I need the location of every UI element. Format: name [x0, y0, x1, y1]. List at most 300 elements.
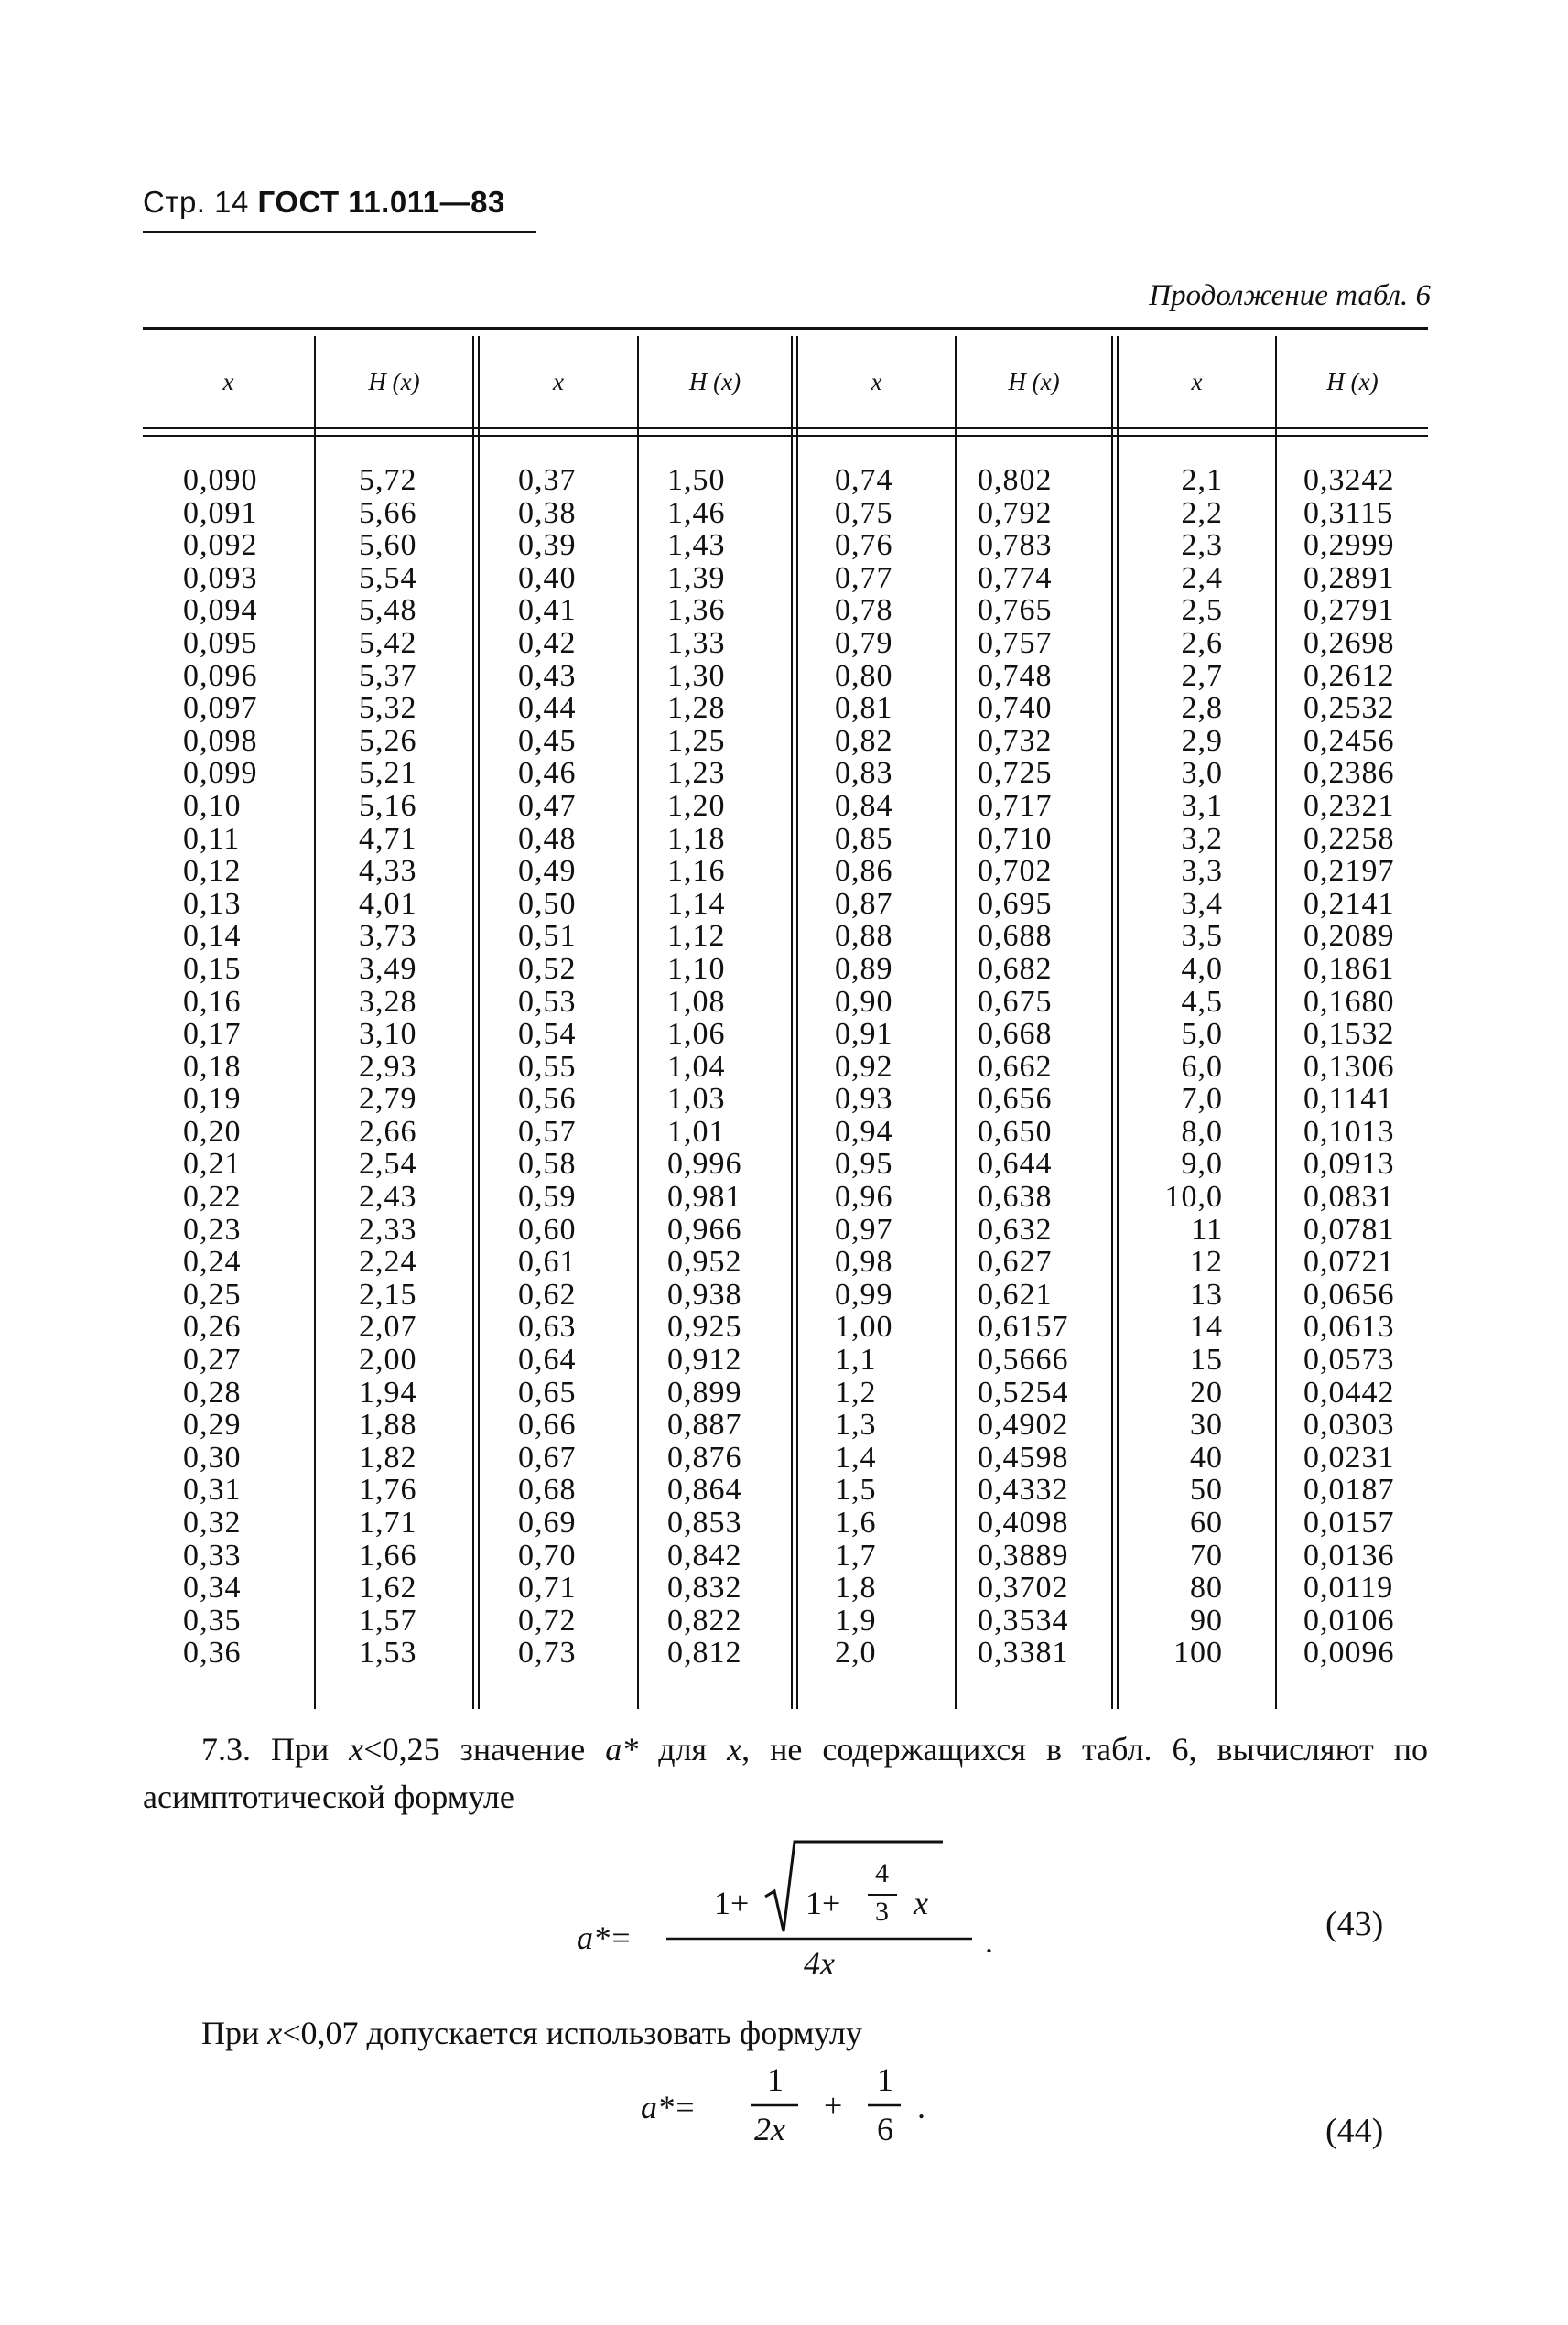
table-cell: 0,2612: [1303, 658, 1395, 693]
table-cell: 5,0: [1181, 1017, 1223, 1052]
table-cell: 0,26: [183, 1310, 242, 1345]
column-divider: [1275, 336, 1277, 1709]
table-cell: 0,87: [835, 886, 893, 921]
table-cell: 2,33: [359, 1212, 417, 1247]
table-cell: 1,14: [667, 886, 726, 921]
table-cell: 1,2: [835, 1375, 877, 1410]
table-cell: 0,63: [518, 1310, 577, 1345]
table-cell: 0,89: [835, 951, 893, 986]
table-cell: 0,56: [518, 1082, 577, 1117]
table-cell: 0,71: [518, 1571, 577, 1606]
formula-44-num2: 1: [877, 2061, 893, 2098]
header-x-3: x: [871, 368, 882, 395]
table-cell: 0,093: [183, 560, 258, 595]
table-cell: 0,656: [978, 1082, 1053, 1117]
table-cell: 1,50: [667, 463, 726, 497]
table-cell: 0,35: [183, 1603, 242, 1638]
header-rule: [143, 231, 536, 233]
table-cell: 2,07: [359, 1310, 417, 1345]
formula-44: [641, 2055, 952, 2156]
table-cell: 0,70: [518, 1538, 577, 1573]
table-cell: 0,6157: [978, 1310, 1069, 1345]
header-rule-lower: [143, 435, 1428, 437]
table-cell: 3,0: [1181, 756, 1223, 791]
table-cell: 0,0573: [1303, 1343, 1395, 1378]
table-cell: 0,688: [978, 919, 1053, 954]
table-cell: 0,61: [518, 1245, 577, 1280]
table-cell: 1,03: [667, 1082, 726, 1117]
formula-43-frac-den: 3: [875, 1897, 889, 1927]
formula-43-inner-one-plus: 1+: [806, 1885, 841, 1921]
col-hx-4: [1303, 464, 1395, 1670]
table-cell: 0,996: [667, 1147, 742, 1182]
table-cell: 0,48: [518, 821, 577, 856]
table-cell: 2,2: [1181, 495, 1223, 530]
table-cell: 0,0157: [1303, 1506, 1395, 1540]
table-cell: 1,82: [359, 1440, 417, 1475]
table-cell: 0,99: [835, 1277, 893, 1312]
table-cell: 0,4598: [978, 1440, 1069, 1475]
text-run: для: [638, 1731, 728, 1768]
table-cell: 0,621: [978, 1277, 1053, 1312]
table-cell: 0,2532: [1303, 691, 1395, 726]
table-cell: 4,01: [359, 886, 417, 921]
table-cell: 90: [1190, 1603, 1223, 1638]
table-cell: 0,50: [518, 886, 577, 921]
table-cell: 0,86: [835, 854, 893, 889]
table-cell: 0,11: [183, 821, 241, 856]
table-cell: 0,84: [835, 788, 893, 823]
table-cell: 0,76: [835, 528, 893, 563]
table-cell: 3,1: [1181, 788, 1223, 823]
table-cell: 0,717: [978, 788, 1053, 823]
table-cell: 0,40: [518, 560, 577, 595]
page-number: Стр. 14: [143, 185, 249, 219]
table-cell: 0,94: [835, 1114, 893, 1149]
table-cell: 13: [1190, 1277, 1223, 1312]
table-cell: 1,88: [359, 1408, 417, 1443]
table-cell: 2,6: [1181, 625, 1223, 660]
table-cell: 0,77: [835, 560, 893, 595]
equation-number-44: (44): [1325, 2112, 1384, 2150]
table-cell: 0,98: [835, 1245, 893, 1280]
table-cell: 0,2791: [1303, 593, 1395, 628]
table-cell: 0,33: [183, 1538, 242, 1573]
column-divider-double: [1111, 336, 1113, 1709]
table-cell: 0,668: [978, 1017, 1053, 1052]
table-cell: 0,13: [183, 886, 242, 921]
table-cell: 0,3534: [978, 1603, 1069, 1638]
table-cell: 0,30: [183, 1440, 242, 1475]
table-cell: 1,71: [359, 1506, 417, 1540]
formula-44-period: .: [917, 2089, 925, 2125]
table-cell: 0,702: [978, 854, 1053, 889]
table-cell: 0,68: [518, 1473, 577, 1508]
table-continuation-caption: Продолжение табл. 6: [1149, 279, 1431, 312]
table-cell: 0,5254: [978, 1375, 1069, 1410]
formula-43-one-plus: 1+: [714, 1885, 750, 1921]
table-cell: 0,853: [667, 1506, 742, 1540]
table-cell: 0,46: [518, 756, 577, 791]
table-cell: 1,43: [667, 528, 726, 563]
table-cell: 2,1: [1181, 463, 1223, 497]
table-cell: 0,092: [183, 528, 258, 563]
formula-43: [577, 1831, 1007, 1995]
table-cell: 0,792: [978, 495, 1053, 530]
table-cell: 3,2: [1181, 821, 1223, 856]
table-cell: 5,42: [359, 625, 417, 660]
table-cell: 4,0: [1181, 951, 1223, 986]
table-cell: 2,66: [359, 1114, 417, 1149]
table-cell: 0,710: [978, 821, 1053, 856]
table-cell: 0,5666: [978, 1343, 1069, 1378]
text-run: <0,07 допускается использовать формулу: [282, 2015, 862, 2051]
table-cell: 1,3: [835, 1408, 877, 1443]
table-cell: 0,2258: [1303, 821, 1395, 856]
header-x-4: x: [1191, 368, 1203, 395]
table-cell: 0,74: [835, 463, 893, 497]
table-cell: 0,091: [183, 495, 258, 530]
formula-44-num1: 1: [767, 2061, 784, 2098]
table-cell: 0,650: [978, 1114, 1053, 1149]
text-run: 7.3. При: [201, 1731, 350, 1768]
header-hx-1: H (x): [368, 368, 420, 395]
table-cell: 0,765: [978, 593, 1053, 628]
col-hx-1: [359, 464, 417, 1670]
table-cell: 0,4902: [978, 1408, 1069, 1443]
paragraph-7-3: [143, 1725, 1428, 1821]
table-cell: 0,0231: [1303, 1440, 1395, 1475]
table-cell: 0,0119: [1303, 1571, 1394, 1606]
table-cell: 1,01: [667, 1114, 726, 1149]
table-cell: 9,0: [1181, 1147, 1223, 1182]
table-cell: 0,675: [978, 984, 1053, 1019]
equation-number-43: (43): [1325, 1905, 1384, 1943]
table-cell: 15: [1190, 1343, 1223, 1378]
table-cell: 0,0613: [1303, 1310, 1395, 1345]
table-cell: 5,60: [359, 528, 417, 563]
table-cell: 1,6: [835, 1506, 877, 1540]
table-cell: 0,1532: [1303, 1017, 1395, 1052]
formula-43-inner-x: x: [914, 1885, 928, 1921]
table-cell: 0,1306: [1303, 1049, 1395, 1084]
table-cell: 2,24: [359, 1245, 417, 1280]
table-cell: 0,0656: [1303, 1277, 1395, 1312]
table-cell: 0,802: [978, 463, 1053, 497]
formula-43-denominator: 4x: [804, 1945, 835, 1982]
table-cell: 7,0: [1181, 1082, 1223, 1117]
table-cell: 12: [1190, 1245, 1223, 1280]
table-cell: 0,34: [183, 1571, 242, 1606]
table-cell: 3,49: [359, 951, 417, 986]
table-cell: 0,16: [183, 984, 242, 1019]
table-cell: 0,757: [978, 625, 1053, 660]
table-cell: 1,16: [667, 854, 726, 889]
table-cell: 0,80: [835, 658, 893, 693]
table-cell: 5,72: [359, 463, 417, 497]
var-x: x: [349, 1731, 364, 1768]
table-cell: 0,3702: [978, 1571, 1069, 1606]
text-run: , не содержащихся в табл. 6, вычисляют по асимптотической формуле: [143, 1731, 1429, 1815]
table-cell: 2,9: [1181, 723, 1223, 758]
text-run: При: [201, 2015, 268, 2051]
table-cell: 0,14: [183, 919, 242, 954]
paragraph-small-x: [201, 2009, 1487, 2057]
table-cell: 0,66: [518, 1408, 577, 1443]
table-cell: 0,812: [667, 1636, 742, 1671]
table-cell: 0,31: [183, 1473, 242, 1508]
table-cell: 0,3242: [1303, 463, 1395, 497]
table-cell: 0,28: [183, 1375, 242, 1410]
table-cell: 0,098: [183, 723, 258, 758]
table-cell: 11: [1191, 1212, 1223, 1247]
table-cell: 0,25: [183, 1277, 242, 1312]
table-cell: 0,822: [667, 1603, 742, 1638]
table-cell: 2,43: [359, 1180, 417, 1215]
table-cell: 0,15: [183, 951, 242, 986]
table-cell: 3,5: [1181, 919, 1223, 954]
table-cell: 0,92: [835, 1049, 893, 1084]
table-cell: 2,3: [1181, 528, 1223, 563]
table-cell: 0,32: [183, 1506, 242, 1540]
text-run: <0,25 значение: [363, 1731, 606, 1768]
column-divider: [955, 336, 957, 1709]
table-cell: 3,10: [359, 1017, 417, 1052]
table-cell: 0,4332: [978, 1473, 1069, 1508]
table-cell: 0,925: [667, 1310, 742, 1345]
table-cell: 0,2386: [1303, 756, 1395, 791]
table-cell: 4,5: [1181, 984, 1223, 1019]
table-cell: 0,0187: [1303, 1473, 1395, 1508]
table-cell: 0,0136: [1303, 1538, 1395, 1573]
table-cell: 0,725: [978, 756, 1053, 791]
values-table: [143, 327, 1428, 1709]
table-cell: 0,67: [518, 1440, 577, 1475]
table-cell: 3,73: [359, 919, 417, 954]
column-divider-double: [791, 336, 793, 1709]
table-cell: 0,0303: [1303, 1408, 1395, 1443]
table-cell: 0,83: [835, 756, 893, 791]
column-divider-double: [472, 336, 474, 1709]
page-header: [143, 185, 505, 220]
table-cell: 0,097: [183, 691, 258, 726]
table-cell: 0,36: [183, 1636, 242, 1671]
table-cell: 0,73: [518, 1636, 577, 1671]
table-cell: 1,33: [667, 625, 726, 660]
table-cell: 0,49: [518, 854, 577, 889]
table-cell: 0,69: [518, 1506, 577, 1540]
table-cell: 0,732: [978, 723, 1053, 758]
table-cell: 0,887: [667, 1408, 742, 1443]
table-cell: 0,2999: [1303, 528, 1395, 563]
table-cell: 0,1141: [1303, 1082, 1394, 1117]
table-cell: 0,2456: [1303, 723, 1395, 758]
table-cell: 0,1861: [1303, 951, 1395, 986]
table-cell: 0,10: [183, 788, 242, 823]
table-cell: 1,4: [835, 1440, 877, 1475]
table-cell: 0,2321: [1303, 788, 1395, 823]
table-cell: 0,899: [667, 1375, 742, 1410]
table-cell: 0,37: [518, 463, 577, 497]
table-cell: 0,64: [518, 1343, 577, 1378]
var-x: x: [267, 2015, 283, 2051]
table-cell: 5,16: [359, 788, 417, 823]
table-cell: 0,24: [183, 1245, 242, 1280]
table-cell: 0,21: [183, 1147, 242, 1182]
table-cell: 0,0831: [1303, 1180, 1395, 1215]
table-cell: 0,090: [183, 463, 258, 497]
table-cell: 1,5: [835, 1473, 877, 1508]
table-cell: 0,52: [518, 951, 577, 986]
table-cell: 1,1: [835, 1343, 877, 1378]
table-cell: 1,12: [667, 919, 726, 954]
table-cell: 0,842: [667, 1538, 742, 1573]
table-cell: 0,1013: [1303, 1114, 1395, 1149]
table-cell: 0,3381: [978, 1636, 1069, 1671]
col-hx-2: [667, 464, 742, 1670]
table-cell: 1,30: [667, 658, 726, 693]
table-cell: 2,54: [359, 1147, 417, 1182]
table-cell: 0,54: [518, 1017, 577, 1052]
table-cell: 0,2197: [1303, 854, 1395, 889]
table-cell: 0,17: [183, 1017, 242, 1052]
table-cell: 1,53: [359, 1636, 417, 1671]
table-cell: 5,21: [359, 756, 417, 791]
table-cell: 0,748: [978, 658, 1053, 693]
table-cell: 0,27: [183, 1343, 242, 1378]
table-cell: 0,876: [667, 1440, 742, 1475]
table-cell: 70: [1190, 1538, 1223, 1573]
col-x-2: [518, 464, 577, 1670]
table-cell: 0,740: [978, 691, 1053, 726]
table-cell: 5,54: [359, 560, 417, 595]
table-cell: 1,25: [667, 723, 726, 758]
table-cell: 2,93: [359, 1049, 417, 1084]
table-cell: 1,23: [667, 756, 726, 791]
table-cell: 0,43: [518, 658, 577, 693]
table-cell: 0,0721: [1303, 1245, 1395, 1280]
table-cell: 0,58: [518, 1147, 577, 1182]
standard-code: ГОСТ 11.011—83: [257, 185, 505, 219]
table-cell: 0,78: [835, 593, 893, 628]
table-cell: 1,9: [835, 1603, 877, 1638]
table-cell: 14: [1190, 1310, 1223, 1345]
table-cell: 20: [1190, 1375, 1223, 1410]
table-cell: 1,20: [667, 788, 726, 823]
table-cell: 0,0442: [1303, 1375, 1395, 1410]
table-cell: 1,36: [667, 593, 726, 628]
table-cell: 0,099: [183, 756, 258, 791]
table-cell: 0,0106: [1303, 1603, 1395, 1638]
table-cell: 2,8: [1181, 691, 1223, 726]
table-cell: 8,0: [1181, 1114, 1223, 1149]
table-cell: 2,4: [1181, 560, 1223, 595]
table-cell: 1,57: [359, 1603, 417, 1638]
table-cell: 2,5: [1181, 593, 1223, 628]
col-x-1: [183, 464, 258, 1670]
table-cell: 0,23: [183, 1212, 242, 1247]
table-cell: 0,912: [667, 1343, 742, 1378]
table-cell: 0,20: [183, 1114, 242, 1149]
table-cell: 0,53: [518, 984, 577, 1019]
table-cell: 0,644: [978, 1147, 1053, 1182]
var-x: x: [727, 1731, 742, 1768]
table-cell: 0,97: [835, 1212, 893, 1247]
header-hx-2: H (x): [688, 368, 741, 395]
col-x-3: [835, 464, 893, 1670]
table-cell: 0,682: [978, 951, 1053, 986]
table-cell: 0,96: [835, 1180, 893, 1215]
table-cell: 0,18: [183, 1049, 242, 1084]
table-cell: 0,51: [518, 919, 577, 954]
header-x-1: x: [222, 368, 234, 395]
table-cell: 5,48: [359, 593, 417, 628]
table-cell: 0,774: [978, 560, 1053, 595]
table-cell: 0,2141: [1303, 886, 1395, 921]
table-cell: 0,47: [518, 788, 577, 823]
header-x-2: x: [553, 368, 564, 395]
table-cell: 0,981: [667, 1180, 742, 1215]
table-cell: 3,28: [359, 984, 417, 1019]
table-cell: 5,66: [359, 495, 417, 530]
header-hx-3: H (x): [1008, 368, 1060, 395]
table-cell: 10,0: [1164, 1180, 1223, 1215]
table-cell: 0,81: [835, 691, 893, 726]
table-cell: 40: [1190, 1440, 1223, 1475]
table-cell: 0,096: [183, 658, 258, 693]
formula-43-frac-num: 4: [875, 1858, 889, 1888]
table-cell: 0,0096: [1303, 1636, 1395, 1671]
table-cell: 0,42: [518, 625, 577, 660]
table-cell: 2,15: [359, 1277, 417, 1312]
table-cell: 1,18: [667, 821, 726, 856]
table-cell: 60: [1190, 1506, 1223, 1540]
formula-44-plus: +: [824, 2087, 843, 2124]
table-cell: 4,71: [359, 821, 417, 856]
table-cell: 1,39: [667, 560, 726, 595]
header-hx-4: H (x): [1326, 368, 1379, 395]
table-cell: 0,095: [183, 625, 258, 660]
table-cell: 0,695: [978, 886, 1053, 921]
column-divider: [637, 336, 639, 1709]
table-cell: 0,966: [667, 1212, 742, 1247]
table-cell: 0,60: [518, 1212, 577, 1247]
table-cell: 0,638: [978, 1180, 1053, 1215]
table-cell: 0,59: [518, 1180, 577, 1215]
table-cell: 0,85: [835, 821, 893, 856]
table-cell: 3,3: [1181, 854, 1223, 889]
table-cell: 1,04: [667, 1049, 726, 1084]
table-cell: 0,4098: [978, 1506, 1069, 1540]
table-cell: 0,19: [183, 1082, 242, 1117]
table-cell: 1,46: [667, 495, 726, 530]
table-cell: 1,06: [667, 1017, 726, 1052]
table-cell: 0,0781: [1303, 1212, 1395, 1247]
table-cell: 1,8: [835, 1571, 877, 1606]
formula-43-lhs: a*=: [577, 1919, 633, 1956]
table-top-rule: [143, 327, 1428, 330]
table-cell: 2,0: [835, 1636, 877, 1671]
table-cell: 1,7: [835, 1538, 877, 1573]
table-cell: 0,55: [518, 1049, 577, 1084]
table-cell: 0,41: [518, 593, 577, 628]
table-cell: 0,3115: [1303, 495, 1394, 530]
table-cell: 0,93: [835, 1082, 893, 1117]
table-cell: 4,33: [359, 854, 417, 889]
table-cell: 0,91: [835, 1017, 893, 1052]
table-cell: 0,2891: [1303, 560, 1395, 595]
table-cell: 30: [1190, 1408, 1223, 1443]
